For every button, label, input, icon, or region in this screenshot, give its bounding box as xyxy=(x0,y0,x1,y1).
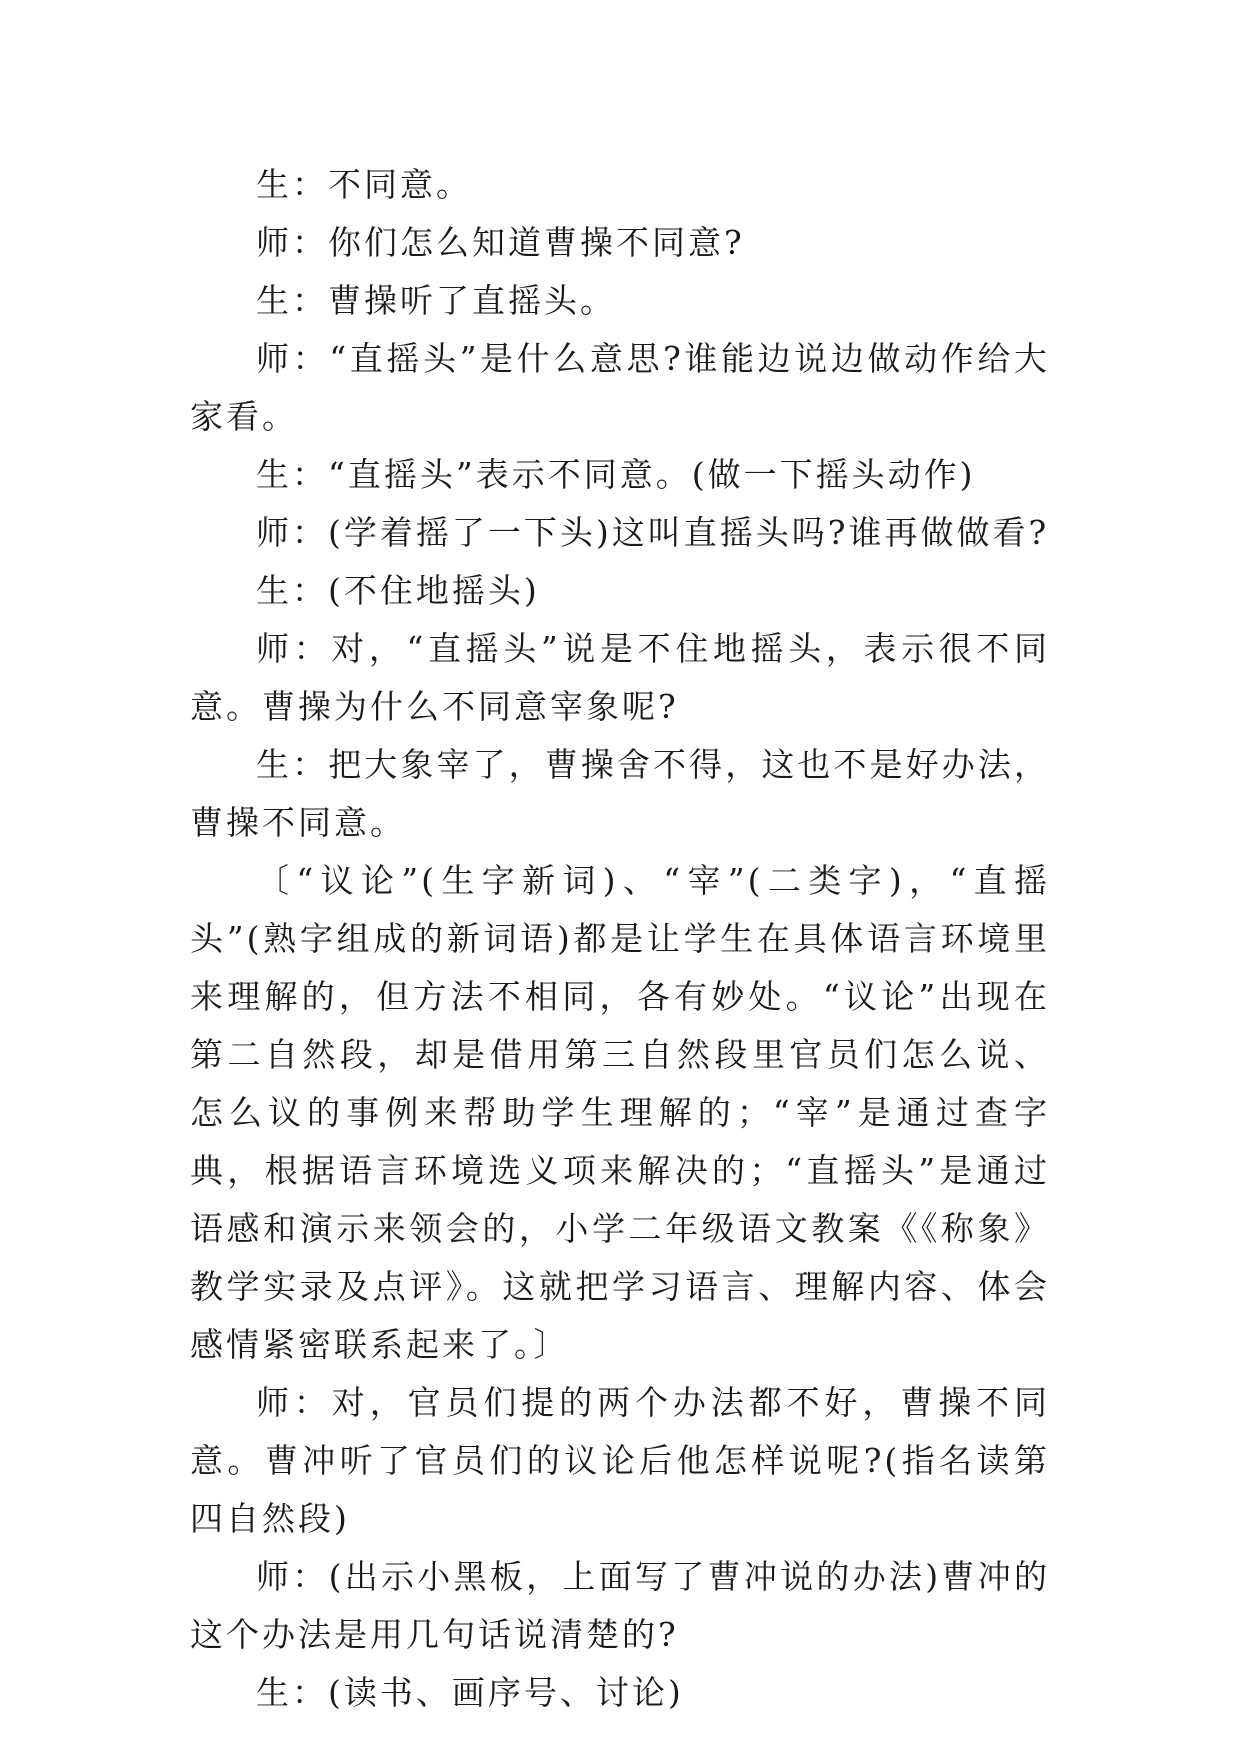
paragraph-11: 师：对，官员们提的两个办法都不好，曹操不同意。曹冲听了官员们的议论后他怎样说呢?(指名读第四自然段) xyxy=(190,1383,1050,1538)
paragraph-5: 生：“直摇头”表示不同意。(做一下摇头动作) xyxy=(256,455,976,494)
paragraph-9: 生：把大象宰了，曹操舍不得，这也不是好办法，曹操不同意。 xyxy=(190,745,1050,842)
paragraph-13: 生：(读书、画序号、讨论) xyxy=(256,1673,684,1712)
document-body xyxy=(190,156,1050,1722)
paragraph-3: 生：曹操听了直摇头。 xyxy=(256,281,616,320)
paragraph-1: 生：不同意。 xyxy=(256,165,472,204)
paragraph-12: 师：(出示小黑板，上面写了曹冲说的办法)曹冲的这个办法是用几句话说清楚的? xyxy=(190,1557,1050,1654)
paragraph-8: 师：对，“直摇头”说是不住地摇头，表示很不同意。曹操为什么不同意宰象呢? xyxy=(190,629,1050,726)
paragraph-6: 师：(学着摇了一下头)这叫直摇头吗?谁再做做看? xyxy=(256,513,1050,552)
paragraph-2: 师：你们怎么知道曹操不同意? xyxy=(256,223,745,262)
commentary-paragraph: 〔“议论”(生字新词)、“宰”(二类字)，“直摇头”(熟字组成的新词语)都是让学生在具体语言环境里来理解的，但方法不相同，各有妙处。“议论”出现在第二自然段，却是借用第三自然段里官员们怎么说、怎么议的事例来帮助学生理解的；“宰”是通过查字典，根据语言环境选义项来解决的；“直摇头”是通过语感和演示来领会的，小学二年级语文教案《《称象》教学实录及点评》。这就把学习语言、理解内容、体会感情紧密联系起来了。〕 xyxy=(190,861,1050,1364)
paragraph-7: 生：(不住地摇头) xyxy=(256,571,540,610)
paragraph-4: 师：“直摇头”是什么意思?谁能边说边做动作给大家看。 xyxy=(190,339,1050,436)
